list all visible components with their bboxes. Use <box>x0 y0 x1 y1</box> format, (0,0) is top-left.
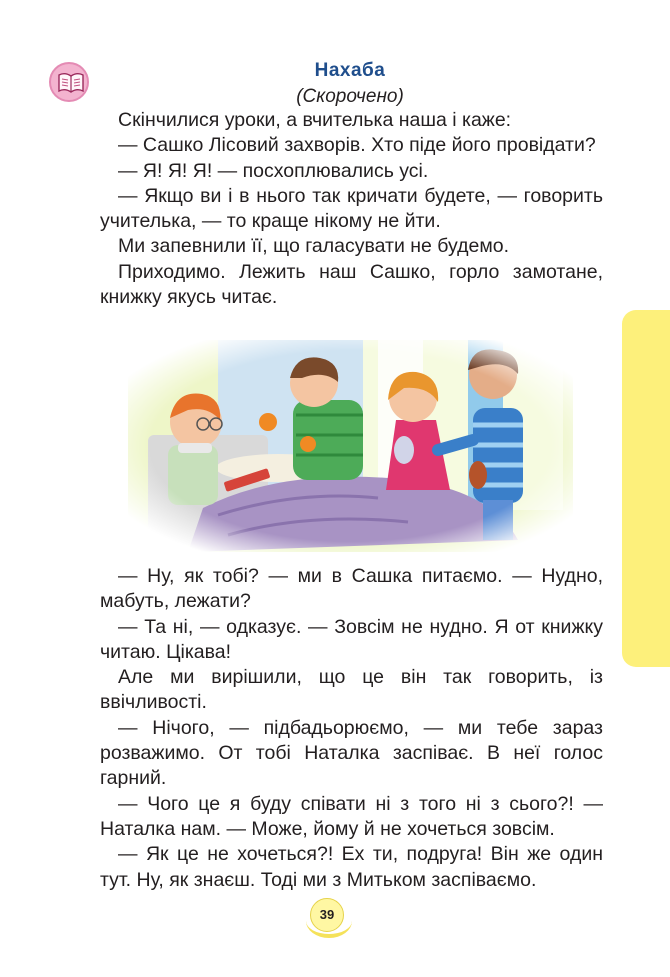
story-subtitle: (Скорочено) <box>296 86 404 107</box>
paragraph: — Я! Я! Я! — посхоплювались усі. <box>118 159 429 182</box>
story-text-top <box>100 108 603 310</box>
paragraph: — Як це не хочеться?! Ех ти, подруга! Він же один тут. Ну, як знаєш. Тоді ми з Митьком заспіваємо. <box>100 843 603 891</box>
paragraph: — Нічого, — підбадьорюємо, — ми тебе зараз розважимо. От тобі Наталка заспіває. В неї голос гарний. <box>100 716 603 790</box>
paragraph: — Сашко Лісовий захворів. Хто піде його провідати? <box>118 134 596 157</box>
paragraph: Скінчилися уроки, а вчителька наша і каже: <box>118 109 512 131</box>
side-tab-marker <box>622 310 670 667</box>
paragraph: — Ну, як тобі? — ми в Сашка питаємо. — Нудно, мабуть, лежати? <box>100 565 603 613</box>
story-illustration <box>128 340 573 552</box>
story-text-bottom <box>100 564 603 893</box>
paragraph: — Якщо ви і в нього так кричати будете, — говорить учителька, — то краще нікому не йти. <box>100 184 603 233</box>
paragraph: Але ми вирішили, що це він так говорить, із ввічливості. <box>100 666 603 714</box>
page-number: 39 <box>310 898 344 932</box>
open-book-icon <box>49 62 89 102</box>
story-title: Нахаба <box>314 60 386 81</box>
paragraph: — Чого це я буду співати ні з того ні з сього?! — Наталка нам. — Може, йому й не хочеться зовсім. <box>100 792 603 840</box>
paragraph: Ми запевнили її, що галасувати не будемо. <box>118 235 510 258</box>
paragraph: Приходимо. Лежить наш Сашко, горло замотане, книжку якусь читає. <box>100 260 603 309</box>
paragraph: — Та ні, — одказує. — Зовсім не нудно. Я от книжку читаю. Цікава! <box>100 615 603 663</box>
